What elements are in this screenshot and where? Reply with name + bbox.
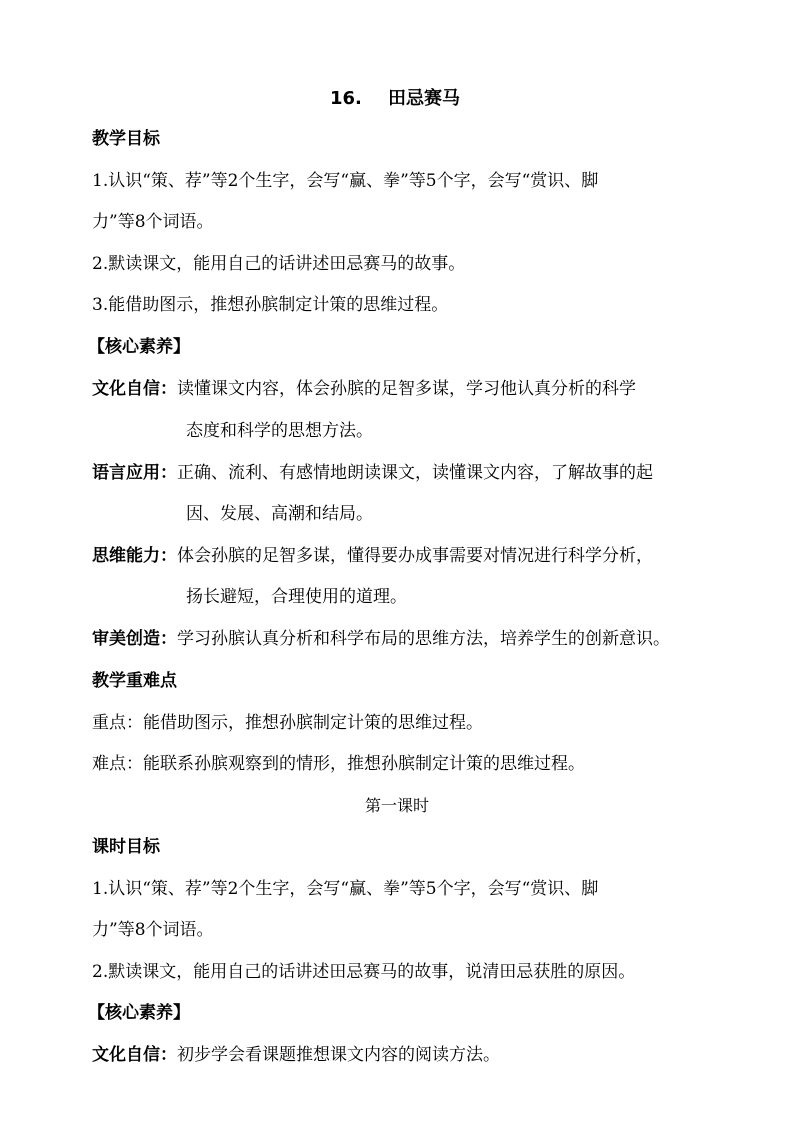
core-text: 体会孙膑的足智多谋，懂得要办成事需要对情况进行科学分析， xyxy=(177,546,653,566)
core-label: 语言应用： xyxy=(92,463,177,483)
goal-item-3: 3.能借助图示，推想孙膑制定计策的思维过程。 xyxy=(92,295,449,315)
core-entry-thinking xyxy=(92,545,653,567)
core-text: 学习孙膑认真分析和科学布局的思维方法，培养学生的创新意识。 xyxy=(177,629,670,649)
lesson-goal-item-1-cont: 力”等8个词语。 xyxy=(92,920,214,940)
core2-entry-culture xyxy=(92,1044,500,1066)
core-label: 审美创造： xyxy=(92,629,177,649)
lesson-goals-heading: 课时目标 xyxy=(92,837,160,857)
core-text: 正确、流利、有感情地朗读课文，读懂课文内容，了解故事的起 xyxy=(177,463,653,483)
lesson-goal-item-1: 1.认识“策、荐”等2个生字，会写“赢、拳”等5个字，会写“赏识、脚 xyxy=(92,879,599,899)
lesson-number: 16. xyxy=(330,88,362,109)
core-literacy-heading: 【核心素养】 xyxy=(88,337,190,357)
core-label: 文化自信： xyxy=(92,379,177,399)
goal-item-2: 2.默读课文，能用自己的话讲述田忌赛马的故事。 xyxy=(92,254,466,274)
difficult-point: 难点：能联系孙膑观察到的情形，推想孙膑制定计策的思维过程。 xyxy=(92,754,585,774)
key-difficulty-heading: 教学重难点 xyxy=(92,671,177,691)
core-entry-culture-cont: 态度和科学的思想方法。 xyxy=(186,421,373,441)
core-entry-language xyxy=(92,462,653,484)
core-entry-thinking-cont: 扬长避短，合理使用的道理。 xyxy=(186,587,407,607)
core-label: 文化自信： xyxy=(92,1045,177,1065)
core-entry-language-cont: 因、发展、高潮和结局。 xyxy=(186,504,373,524)
page-title xyxy=(330,88,460,110)
core-text: 读懂课文内容，体会孙膑的足智多谋，学习他认真分析的科学 xyxy=(177,379,636,399)
core-label: 思维能力： xyxy=(92,546,177,566)
core-literacy-heading-2: 【核心素养】 xyxy=(88,1003,190,1023)
teaching-goals-heading: 教学目标 xyxy=(92,129,160,149)
lesson-goal-item-2: 2.默读课文，能用自己的话讲述田忌赛马的故事，说清田忌获胜的原因。 xyxy=(92,962,636,982)
core-entry-aesthetic xyxy=(92,628,670,650)
goal-item-1-cont: 力”等8个词语。 xyxy=(92,212,214,232)
core-entry-culture xyxy=(92,378,636,400)
lesson-period-heading: 第一课时 xyxy=(364,796,429,815)
core-text: 初步学会看课题推想课文内容的阅读方法。 xyxy=(177,1045,500,1065)
key-point: 重点：能借助图示，推想孙膑制定计策的思维过程。 xyxy=(92,713,483,733)
goal-item-1: 1.认识“策、荐”等2个生字，会写“赢、拳”等5个字，会写“赏识、脚 xyxy=(92,171,599,191)
lesson-title: 田忌赛马 xyxy=(388,88,460,109)
